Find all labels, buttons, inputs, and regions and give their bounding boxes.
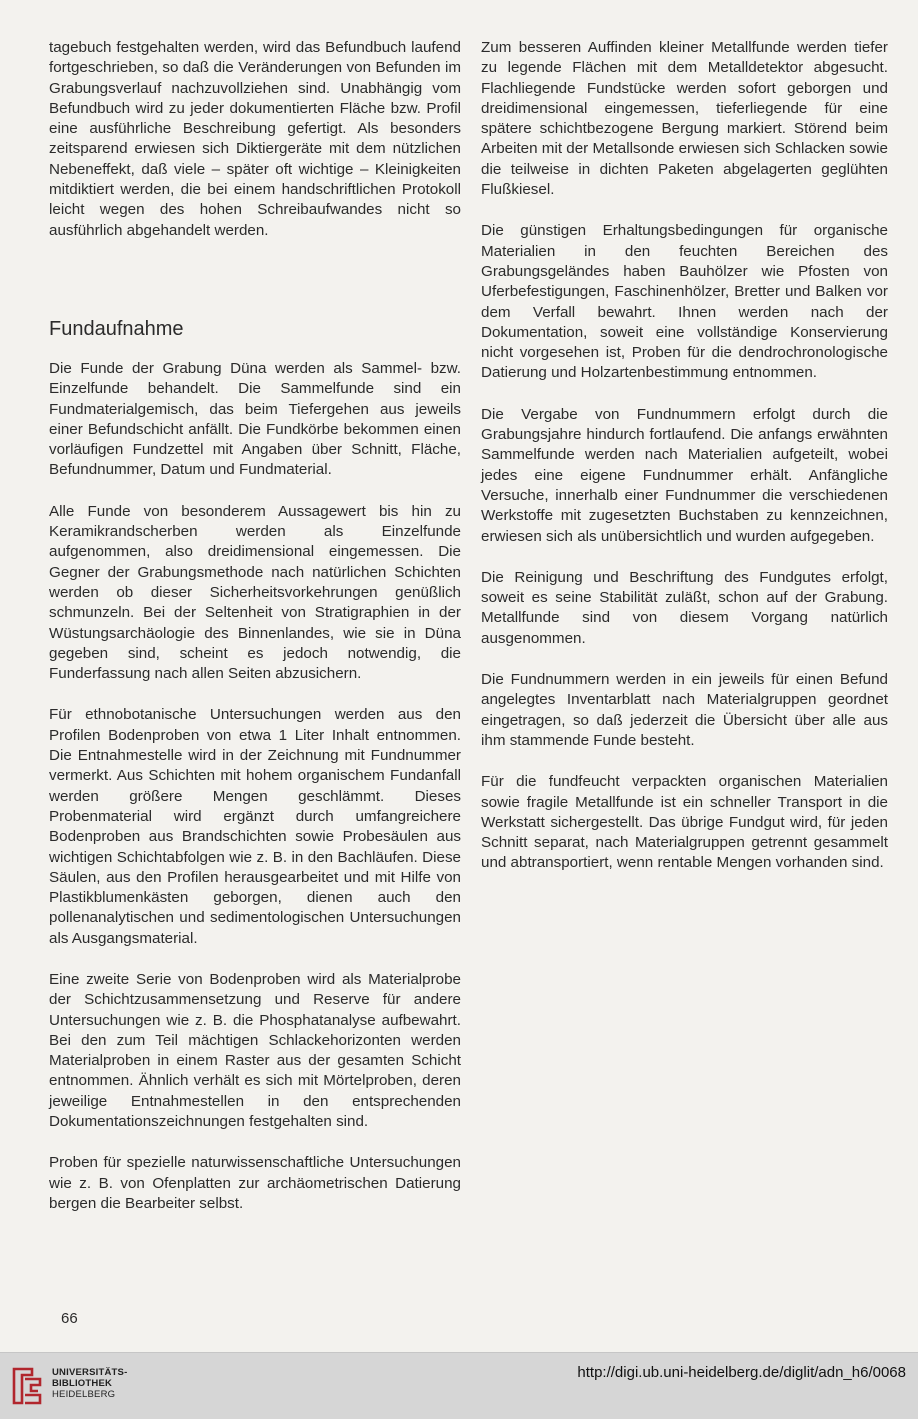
paragraph: Eine zweite Serie von Bodenproben wird als Materialprobe der Schichtzusammensetzung und Reserve für andere Untersuchungen wie z. B. die Phosphatanalyse aufbewahrt. Bei den zum Teil mächtigen Schlackehorizonten werden Materialproben in einem Raster aus der gesamten Schicht entnommen. Ähnlich verhält es sich mit Mörtelproben, deren jeweilige Entnahmestellen in den entsprechenden Dokumentationszeichnungen festgehalten sind. bbox=[49, 970, 461, 1131]
paragraph: tagebuch festgehalten werden, wird das Befundbuch laufend fortgeschrieben, so daß die Veränderungen von Befunden im Grabungsverlauf nachzuvollziehen sind. Unabhängig vom Befundbuch wird zu jeder dokumentierten Fläche bzw. Profil eine ausführliche Beschreibung gefertigt. Als besonders zeitsparend erwiesen sich Diktiergeräte mit dem nützlichen Nebeneffekt, daß viele – später oft wichtige – Kleinigkeiten mitdiktiert werden, die bei einem handschriftlichen Protokoll leicht wegen des hohen Schreibaufwandes nicht so ausführlich abgehandelt werden. bbox=[49, 39, 461, 239]
paragraph: Die günstigen Erhaltungsbedingungen für organische Materialien in den feuchten Bereichen des Grabungsgeländes haben Bauhölzer wie Pfosten von Uferbefestigungen, Faschinenhölzer, Bretter und Balken vor dem Verfall bewahrt. Ihnen werden nach der Dokumentation, soweit eine vollständige Konservierung nicht vorgesehen ist, Proben für die dendrochronologische Datierung und Holzartenbestimmung entnommen. bbox=[481, 222, 888, 382]
library-name[interactable] bbox=[52, 1367, 127, 1400]
library-name-line: BIBLIOTHEK bbox=[52, 1378, 113, 1389]
paragraph: Zum besseren Auffinden kleiner Metallfunde werden tiefer zu legende Flächen mit dem Metalldetektor abgesucht. Flachliegende Fundstücke werden sofort geborgen und dreidimensional eingemessen, tieferliegende für eine spätere schichtbezogene Bergung markiert. Störend beim Arbeiten mit der Metallsonde erwiesen sich Schlacken sowie die teilweise in dichten Paketen abgelagerten geglühten Flußkiesel. bbox=[481, 39, 888, 199]
section-heading: Fundaufnahme bbox=[49, 317, 184, 340]
library-name-line: HEIDELBERG bbox=[52, 1389, 116, 1400]
library-name-line: UNIVERSITÄTS- bbox=[52, 1367, 128, 1378]
page-number: 66 bbox=[61, 1310, 78, 1327]
paragraph: Alle Funde von besonderem Aussagewert bis hin zu Keramikrandscherben werden als Einzelfunde aufgenommen, also dreidimensional eingemessen. Die Gegner der Grabungsmethode nach natürlichen Schichten werden ob dieser Sicherheitsvorkehrungen genüßlich schmunzeln. Bei der Seltenheit von Stratigraphien in der Wüstungsarchäologie des Binnenlandes, wie sie in Düna gegeben sind, scheint es jedoch notwendig, die Funderfassung nach allen Seiten abzusichern. bbox=[49, 502, 461, 683]
permalink-url[interactable]: http://digi.ub.uni-heidelberg.de/diglit/adn_h6/0068 bbox=[577, 1364, 906, 1381]
paragraph: Die Funde der Grabung Düna werden als Sammel- bzw. Einzelfunde behandelt. Die Sammelfunde sind ein Fundmaterialgemisch, das beim Tiefergehen aus jeweils einer Befundschicht anfällt. Die Fundkörbe bekommen einen vorläufigen Fundzettel mit Angaben über Schnitt, Fläche, Befundnummer, Datum und Fundmaterial. bbox=[49, 359, 461, 479]
paragraph: Die Vergabe von Fundnummern erfolgt durch die Grabungsjahre hindurch fortlaufend. Die anfangs erwähnten Sammelfunde werden nach Materialien aufgeteilt, wobei jedes eine eigene Fundnummer erhält. Anfängliche Versuche, innerhalb einer Fundnummer die verschiedenen Werkstoffe mit zugesetzten Buchstaben zu kennzeichnen, erwiesen sich als unübersichtlich und wurden aufgegeben. bbox=[481, 405, 888, 545]
paragraph: Für die fundfeucht verpackten organischen Materialien sowie fragile Metallfunde ist ein schneller Transport in die Werkstatt sichergestellt. Das übrige Fundgut wird, für jeden Schnitt separat, nach Materialgruppen getrennt gesammelt und abtransportiert, wenn rentable Mengen vorhanden sind. bbox=[481, 773, 888, 872]
paragraph: Die Reinigung und Beschriftung des Fundgutes erfolgt, soweit es seine Stabilität zuläßt, schon auf der Grabung. Metallfunde sind von diesem Vorgang natürlich ausgenommen. bbox=[481, 568, 888, 647]
library-logo-icon[interactable] bbox=[10, 1365, 44, 1407]
paragraph: Für ethnobotanische Untersuchungen werden aus den Profilen Bodenproben von etwa 1 Liter Inhalt entnommen. Die Entnahmestelle wird in der Zeichnung mit Fundnummer vermerkt. Aus Schichten mit hohem organischem Fundanfall werden größere Mengen geschlämmt. Dieses Probenmaterial wird ergänzt durch umfangreichere Bodenproben aus Brandschichten sowie Probesäulen aus wichtigen Schichtabfolgen wie z. B. in den Bachläufen. Diese Säulen, aus den Profilen herausgearbeitet und mit Hilfe von Plastikblumenkästen geborgen, dienen auch den pollenanalytischen und sedimentologischen Untersuchungen als Ausgangsmaterial. bbox=[49, 706, 461, 947]
paragraph: Die Fundnummern werden in ein jeweils für einen Befund angelegtes Inventarblatt nach Materialgruppen geordnet eingetragen, so daß jederzeit die Übersicht über alle aus ihm stammende Funde besteht. bbox=[481, 671, 888, 749]
paragraph: Proben für spezielle naturwissenschaftliche Untersuchungen wie z. B. von Ofenplatten zur archäometrischen Datierung bergen die Bearbeiter selbst. bbox=[49, 1154, 461, 1212]
left-column bbox=[49, 38, 461, 1235]
footer-bar bbox=[0, 1352, 918, 1419]
right-column bbox=[481, 38, 888, 895]
